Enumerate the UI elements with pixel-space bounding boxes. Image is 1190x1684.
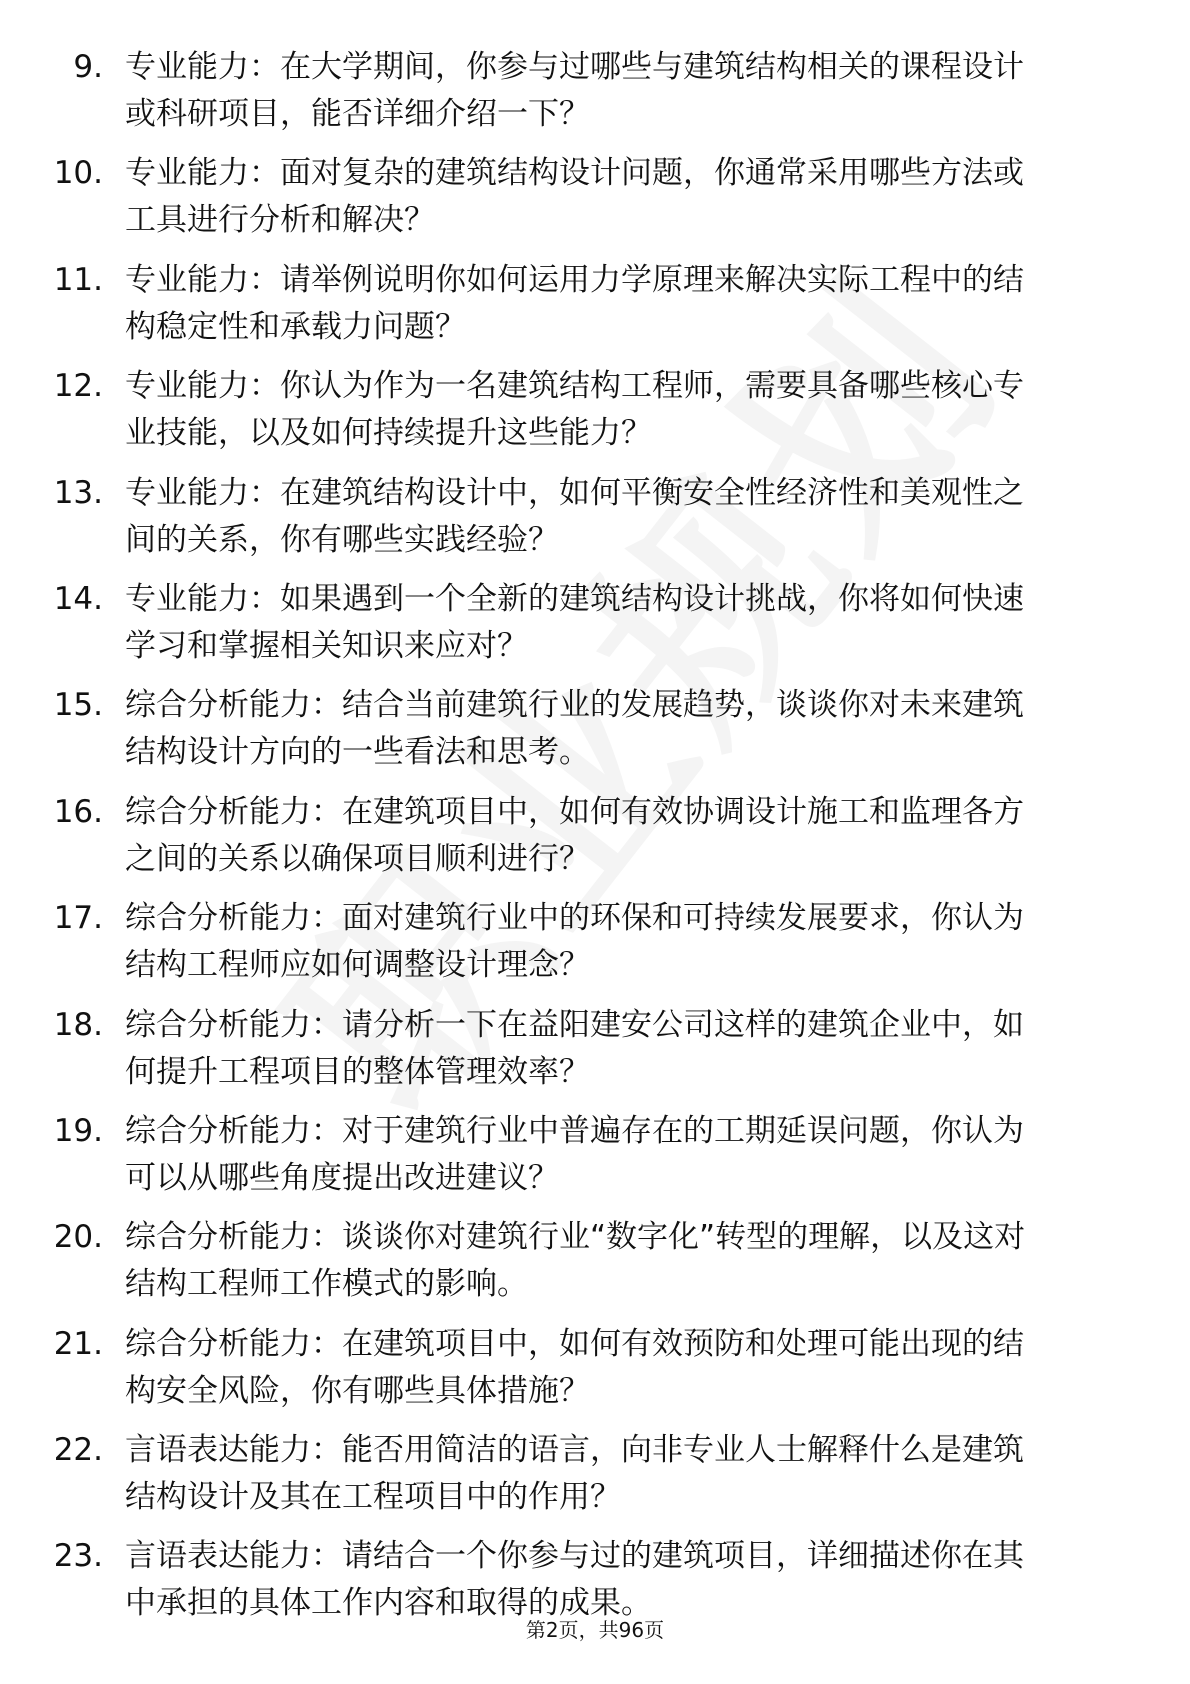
question-text: 专业能力：在大学期间，你参与过哪些与建筑结构相关的课程设计或科研项目，能否详细介绍一下？ (125, 49, 1024, 132)
question-text: 言语表达能力：能否用简洁的语言，向非专业人士解释什么是建筑结构设计及其在工程项目中的作用？ (125, 1432, 1024, 1516)
question-item (0, 789, 1190, 895)
question-item (0, 1321, 1190, 1427)
question-item (0, 150, 1190, 256)
question-text: 综合分析能力：结合当前建筑行业的发展趋势，谈谈你对未来建筑结构设计方向的一些看法和思考。 (125, 687, 1024, 771)
question-number: 12. (53, 368, 103, 405)
question-number: 15. (53, 687, 103, 724)
question-item (0, 1108, 1190, 1214)
question-text: 综合分析能力：请分析一下在益阳建安公司这样的建筑企业中，如何提升工程项目的整体管理效率？ (125, 1006, 1024, 1090)
question-item (0, 576, 1190, 682)
question-text: 专业能力：在建筑结构设计中，如何平衡安全性经济性和美观性之间的关系，你有哪些实践经验？ (125, 474, 1024, 558)
question-item (0, 1214, 1190, 1320)
question-text: 专业能力：面对复杂的建筑结构设计问题，你通常采用哪些方法或工具进行分析和解决？ (125, 155, 1024, 239)
question-number: 23. (53, 1538, 103, 1575)
question-number: 16. (53, 793, 103, 830)
question-text: 言语表达能力：请结合一个你参与过的建筑项目，详细描述你在其中承担的具体工作内容和取得的成果。 (125, 1538, 1024, 1622)
question-text: 专业能力：你认为作为一名建筑结构工程师，需要具备哪些核心专业技能，以及如何持续提升这些能力？ (125, 368, 1024, 452)
question-list (0, 44, 1190, 1640)
question-number: 11. (53, 261, 103, 298)
question-text: 综合分析能力：对于建筑行业中普遍存在的工期延误问题，你认为可以从哪些角度提出改进建议？ (125, 1112, 1024, 1196)
question-number: 17. (53, 900, 103, 937)
question-text: 综合分析能力：在建筑项目中，如何有效协调设计施工和监理各方之间的关系以确保项目顺利进行？ (125, 793, 1024, 877)
question-number: 10. (53, 155, 103, 192)
question-item (0, 470, 1190, 576)
question-number: 14. (53, 580, 103, 617)
question-text: 综合分析能力：谈谈你对建筑行业“数字化”转型的理解，以及这对结构工程师工作模式的影响。 (125, 1219, 1026, 1303)
question-number: 13. (53, 474, 103, 511)
question-text: 专业能力：请举例说明你如何运用力学原理来解决实际工程中的结构稳定性和承载力问题？ (125, 261, 1024, 345)
question-item (0, 363, 1190, 469)
question-number: 21. (53, 1325, 103, 1362)
question-number: 18. (53, 1006, 103, 1043)
question-number: 9. (73, 49, 103, 85)
question-item (0, 44, 1190, 150)
question-text: 专业能力：如果遇到一个全新的建筑结构设计挑战，你将如何快速学习和掌握相关知识来应对？ (125, 580, 1024, 664)
page-number-footer: 第2页，共96页 (525, 1618, 665, 1642)
question-number: 22. (53, 1432, 103, 1469)
question-item (0, 1427, 1190, 1533)
question-item (0, 257, 1190, 363)
question-number: 20. (53, 1219, 103, 1256)
question-item (0, 1002, 1190, 1108)
question-number: 19. (53, 1112, 103, 1149)
question-item (0, 682, 1190, 788)
question-text: 综合分析能力：面对建筑行业中的环保和可持续发展要求，你认为结构工程师应如何调整设计理念？ (125, 900, 1024, 984)
question-text: 综合分析能力：在建筑项目中，如何有效预防和处理可能出现的结构安全风险，你有哪些具体措施？ (125, 1325, 1024, 1409)
question-item (0, 895, 1190, 1001)
